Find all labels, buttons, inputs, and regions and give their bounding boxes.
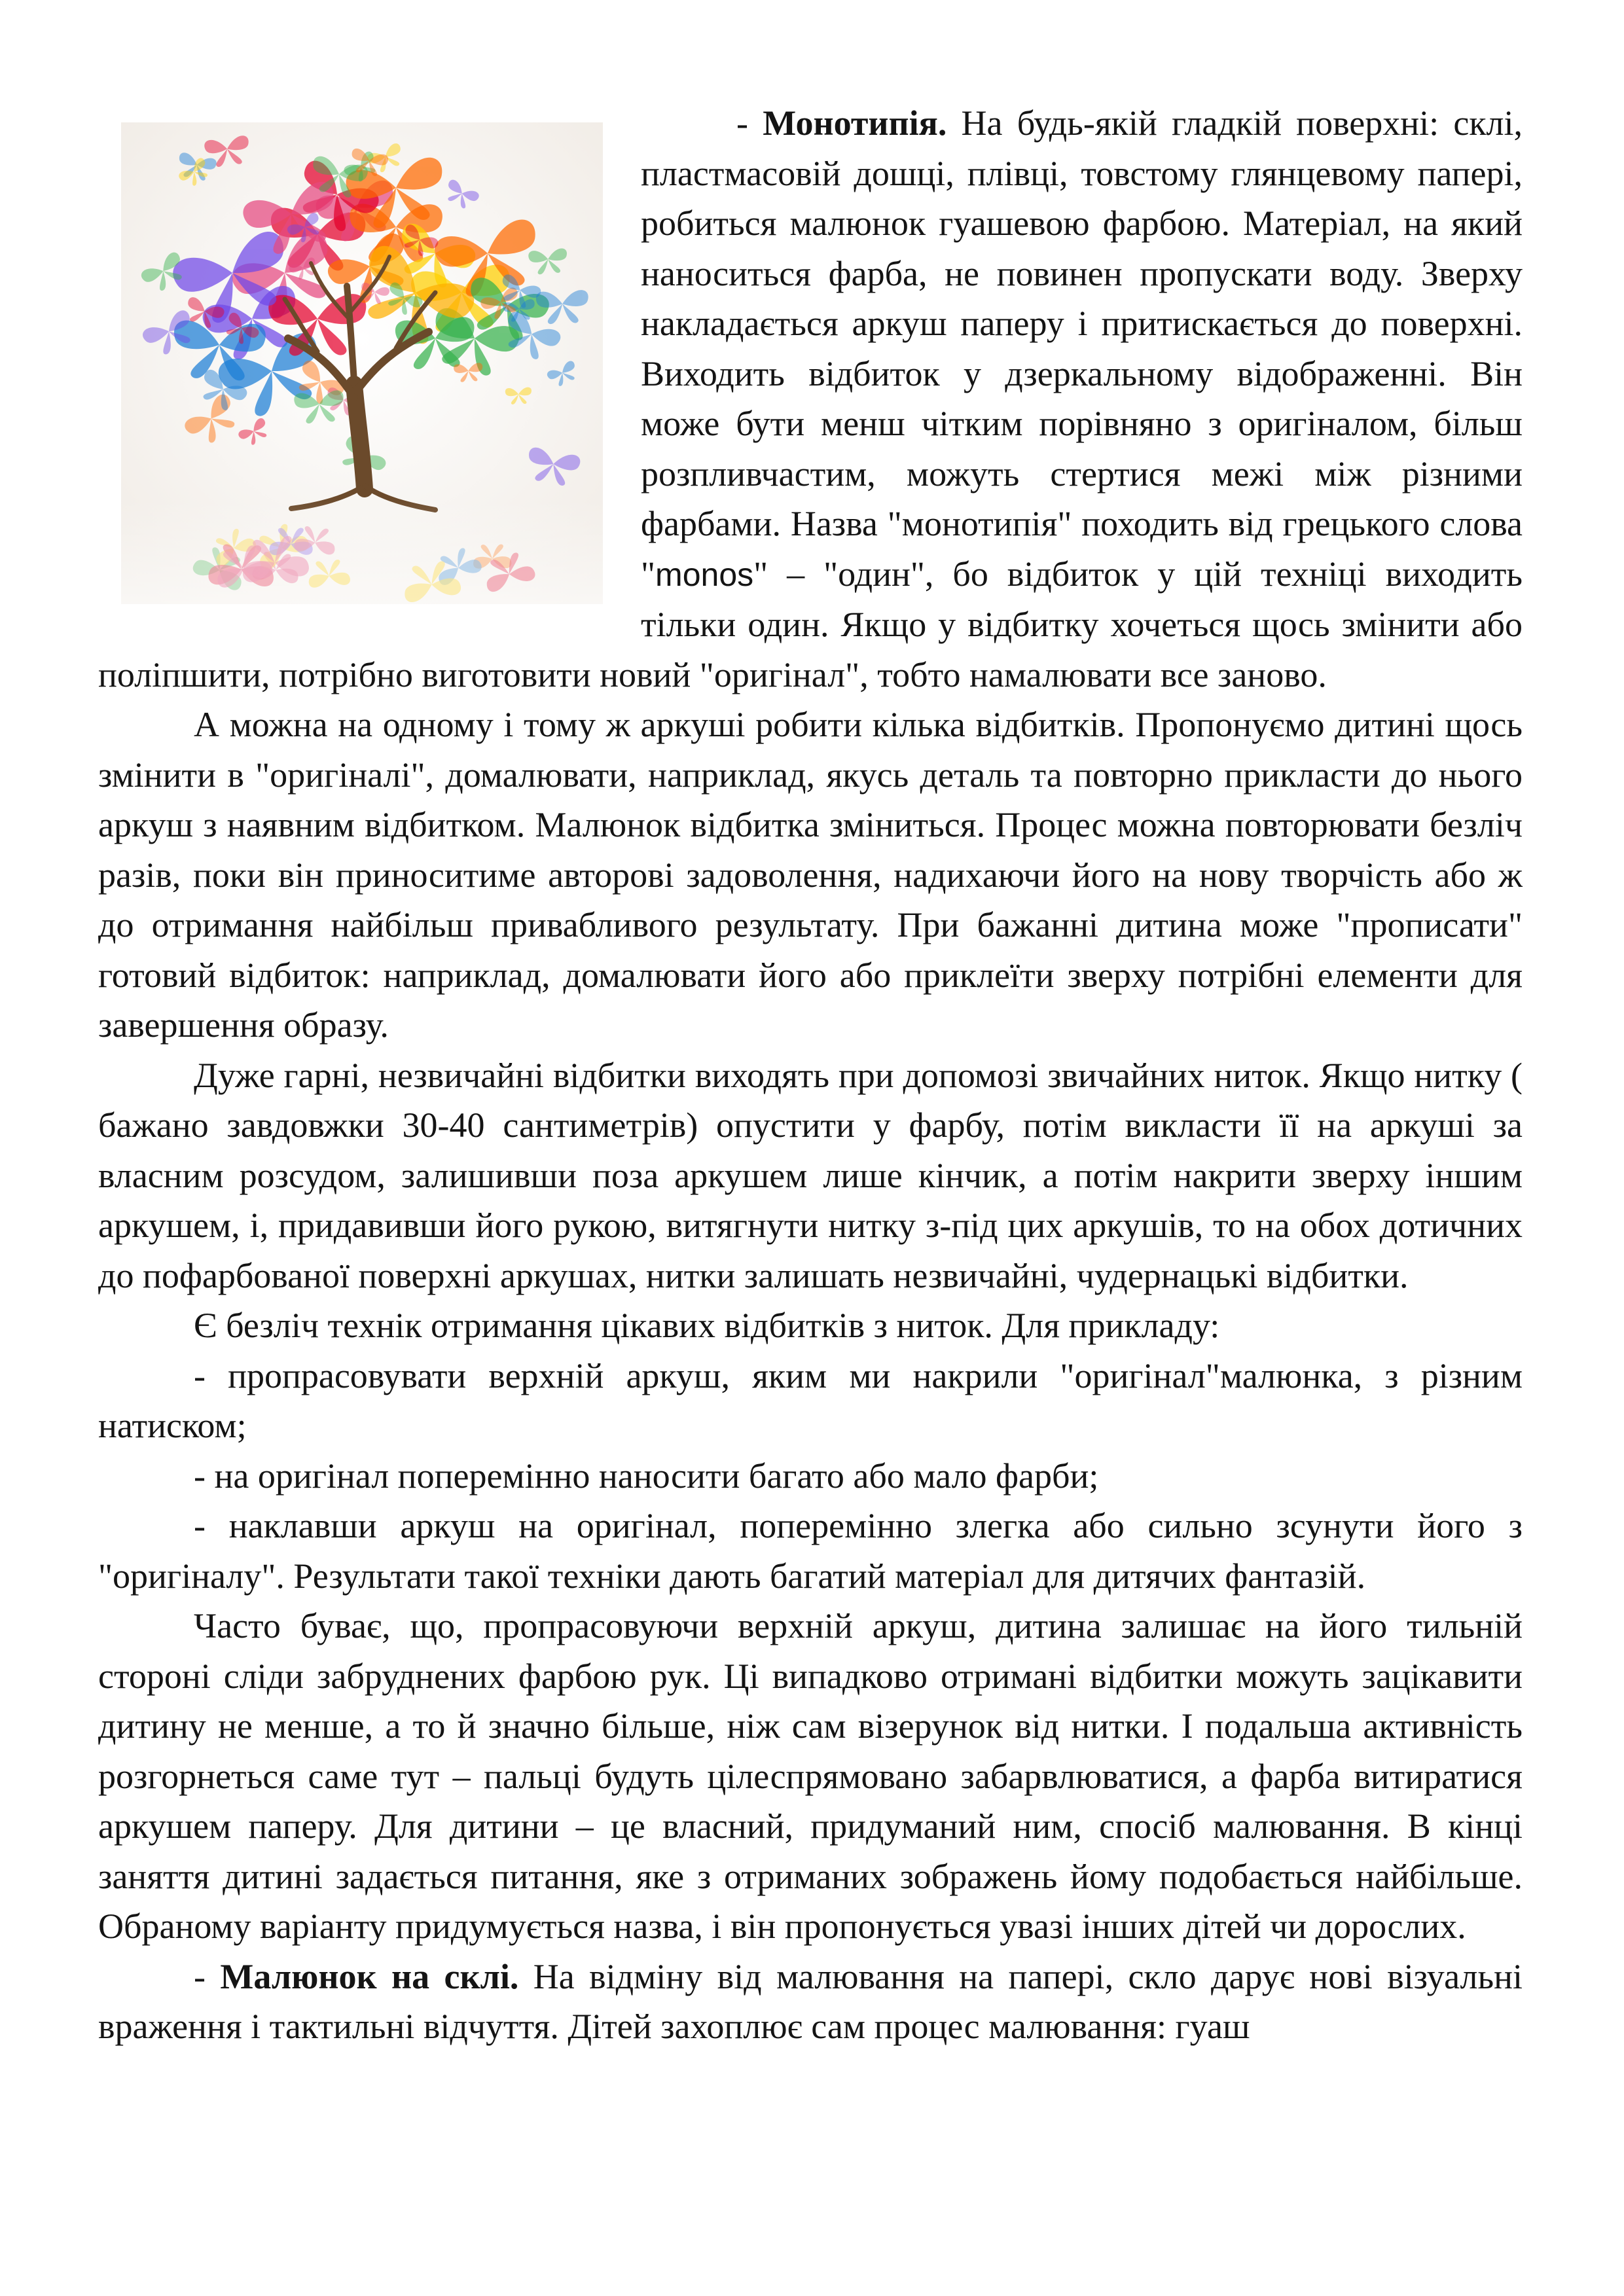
paragraph-hand-prints: Часто буває, що, пропрасовуючи верхній аркуш, дитина залишає на його тильній стороні сліди забруднених фарбою рук. Ці випадково отримані відбитки можуть зацікавити дитину не менше, а то й значно більше, ніж сам візерунок від нитки. І подальша активність розгорнеться саме тут – пальці будуть цілеспрямовано забарвлюватися, а фарба витиратися аркушем паперу. Для дитини – це власний, придуманий ним, спосіб малювання. В кінці заняття дитині задається питання, яке з отриманих зображень йому подобається найбільше. Обраному варіанту придумується назва, і він пропонується увазі інших дітей чи дорослих.: [98, 1606, 1523, 1946]
word-monos: monos: [655, 556, 754, 593]
dash: -: [194, 1956, 221, 1996]
section-title-monotype: Монотипія.: [763, 103, 947, 143]
paragraph-thread-prints: Дуже гарні, незвичайні відбитки виходять при допомозі звичайних ниток. Якщо нитку ( бажано завдовжки 30-40 сантиметрів) опустити у фарбу, потім викласти її на аркуші за власним розсудом, залишивши поза аркушем лише кінчик, а потім накрити зверху іншим аркушем, і, придавивши його рукою, витягнути нитку з-під цих аркушів, то на обох дотичних до пофарбованої поверхні аркушах, нитки залишать незвичайні, чудернацькі відбитки.: [98, 1055, 1523, 1295]
section-title-glass-painting: Малюнок на склі.: [220, 1956, 519, 1996]
paragraph-multiple-prints: А можна на одному і тому ж аркуші робити кілька відбитків. Пропонуємо дитині щось змінити в "оригіналі", домалювати, наприклад, якусь деталь та повторно прикласти до нього аркуш з наявним відбитком. Малюнок відбитка зміниться. Процес можна повторювати безліч разів, поки він приноситиме авторові задоволення, надихаючи його на нову творчість або ж до отримання найбільш привабливого результату. При бажанні дитина може "прописати" готовий відбиток: наприклад, домалювати його або приклеїти зверху потрібні елементи для завершення образу.: [98, 705, 1523, 1045]
list-item-shift-sheet: - наклавши аркуш на оригінал, поперемінно злегка або сильно зсунути його з "оригіналу". Результати такої техніки дають багатий матеріал для дитячих фантазій.: [98, 1506, 1523, 1596]
list-item-paint-amount: - на оригінал поперемінно наносити багато або мало фарби;: [194, 1456, 1099, 1496]
rainbow-butterfly-tree-illustration: [121, 122, 603, 604]
document-body: [98, 98, 1523, 2052]
paragraph-text: На будь-якій гладкій поверхні: склі, пластмасовій дошці, плівці, товстому глянцевому папері, робиться малюнок гуашевою фарбою. Матеріал, на який наноситься фарба, не повинен пропускати воду. Зверху накладається аркуш паперу і притискається до поверхні. Виходить відбиток у дзеркальному відображенні. Він може бути менш чітким порівняно з оригіналом, більш розпливчастим, можуть стертися межі між різними фарбами. Назва "монотипія" походить від грецького слова ": [641, 103, 1523, 594]
butterfly-tree-icon: [121, 122, 603, 604]
paragraph-text: На відміну від малювання на папері, скло дарує нові візуальні враження і тактильні відчуття. Дітей захоплює сам процес малювання: гуаш: [98, 1956, 1523, 2046]
paragraph-thread-techniques: Є безліч технік отримання цікавих відбитків з ниток. Для прикладу:: [194, 1306, 1220, 1345]
paragraph-glass-painting: [98, 1952, 1523, 2052]
list-item-ironing: - пропрасовувати верхній аркуш, яким ми накрили "оригінал"малюнка, з різним натиском;: [98, 1355, 1523, 1445]
paragraph-text: " – "один", бо відбиток у цій техніці виходить тільки один. Якщо у відбитку хочеться щось змінити або поліпшити, потрібно виготовити новий "оригінал", тобто намалювати все заново.: [98, 554, 1523, 694]
dash: -: [736, 103, 763, 143]
